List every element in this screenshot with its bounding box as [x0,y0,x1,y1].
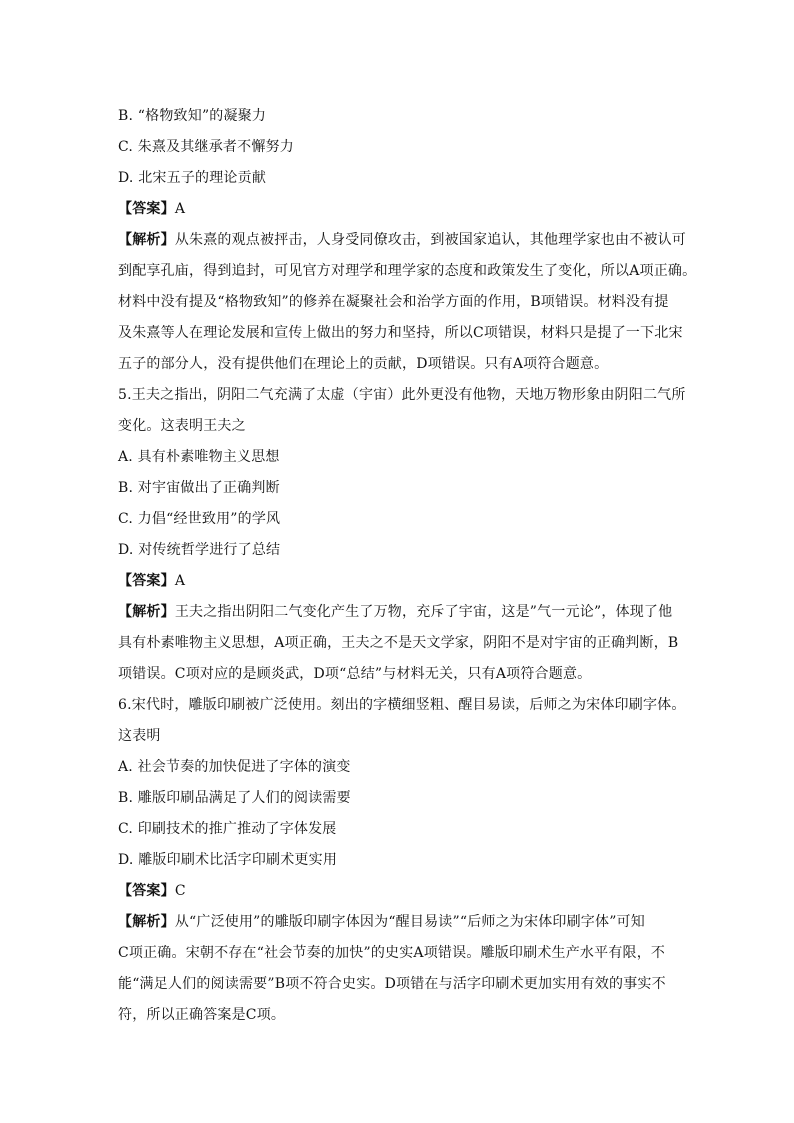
q6-answer [118,876,688,907]
q6-explanation-line-1 [118,907,688,938]
q6-explanation-line-2: C项正确。宋朝不存在“社会节奏的加快”的史实A项错误。雕版印刷术生产水平有限，不 [118,945,666,961]
q5-explanation-text-1: 王夫之指出阴阳二气变化产生了万物，充斥了宇宙，这是”气一元论”，体现了他 [174,604,673,620]
q4-option-c: C. 朱熹及其继承者不懈努力 [118,139,294,155]
q5-answer [118,566,688,597]
q5-answer-value: A [174,573,186,589]
q4-answer-label: 【答案】 [118,201,175,217]
q5-explanation-line-3: 项错误。C项对应的是顾炎武，D项“总结”与材料无关，只有A项符合题意。 [118,666,592,682]
q5-option-b: B. 对宇宙做出了正确判断 [118,480,280,496]
q5-explanation-line-1 [118,597,688,628]
q6-stem-line-1: 6.宋代时，雕版印刷被广泛使用。刻出的字横细竖粗、醒目易读，后师之为宋体印刷字体。 [118,697,686,713]
q6-explanation-label: 【解析】 [118,914,175,930]
q5-option-d: D. 对传统哲学进行了总结 [118,542,281,558]
q6-answer-label: 【答案】 [118,883,175,899]
q6-stem-line-2: 这表明 [118,728,161,744]
q6-explanation-line-4: 符，所以正确答案是C项。 [118,1007,286,1023]
q4-explanation-line-2: 到配享孔庙，得到追封，可见官方对理学和理学家的态度和政策发生了变化，所以A项正确。 [118,263,697,279]
q5-option-c: C. 力倡“经世致用”的学风 [118,511,281,527]
q6-option-d: D. 雕版印刷术比活字印刷术更实用 [118,852,338,868]
q6-option-c: C. 印刷技术的推广推动了字体发展 [118,821,337,837]
q6-option-b: B. 雕版印刷品满足了人们的阅读需要 [118,790,351,806]
q4-explanation-line-3: 材料中没有提及“格物致知”的修养在凝聚社会和治学方面的作用，B项错误。材料没有提 [118,294,669,310]
q6-explanation-text-1: 从“广泛使用”的雕版印刷字体因为“醒目易读”“后师之为宋体印刷字体”可知 [174,914,645,930]
q6-answer-value: C [174,883,186,899]
q4-answer-value: A [174,201,186,217]
q4-explanation-line-5: 五子的部分人，没有提供他们在理论上的贡献，D项错误。只有A项符合题意。 [118,356,609,372]
q5-explanation-label: 【解析】 [118,604,175,620]
q4-explanation-text-1: 从朱熹的观点被抨击，人身受同僚攻击，到被国家追认，其他理学家也由不被认可 [174,232,687,248]
q5-explanation-line-2: 具有朴素唯物主义思想，A项正确，王夫之不是天文学家，阴阳不是对宇宙的正确判断，B [118,635,679,651]
q5-stem-line-2: 变化。这表明王夫之 [118,418,246,434]
q4-explanation-label: 【解析】 [118,232,175,248]
q6-option-a: A. 社会节奏的加快促进了字体的演变 [118,759,351,775]
q6-explanation-line-3: 能“满足人们的阅读需要”B项不符合史实。D项错在与活字印刷术更加实用有效的事实不 [118,976,666,992]
q5-stem-line-1: 5.王夫之指出，阴阳二气充满了太虚（宇宙）此外更没有他物，天地万物形象由阴阳二气所 [118,387,686,403]
document-page [118,101,697,1031]
q5-answer-label: 【答案】 [118,573,175,589]
q4-option-d: D. 北宋五子的理论贡献 [118,170,267,186]
q4-option-b: B. “格物致知”的凝聚力 [118,108,267,124]
q5-option-a: A. 具有朴素唯物主义思想 [118,449,280,465]
q4-answer [118,194,688,225]
q4-explanation-line-1 [118,225,688,256]
q4-explanation-line-4: 及朱熹等人在理论发展和宣传上做出的努力和坚持，所以C项错误，材料只是提了一下北宋 [118,325,683,341]
